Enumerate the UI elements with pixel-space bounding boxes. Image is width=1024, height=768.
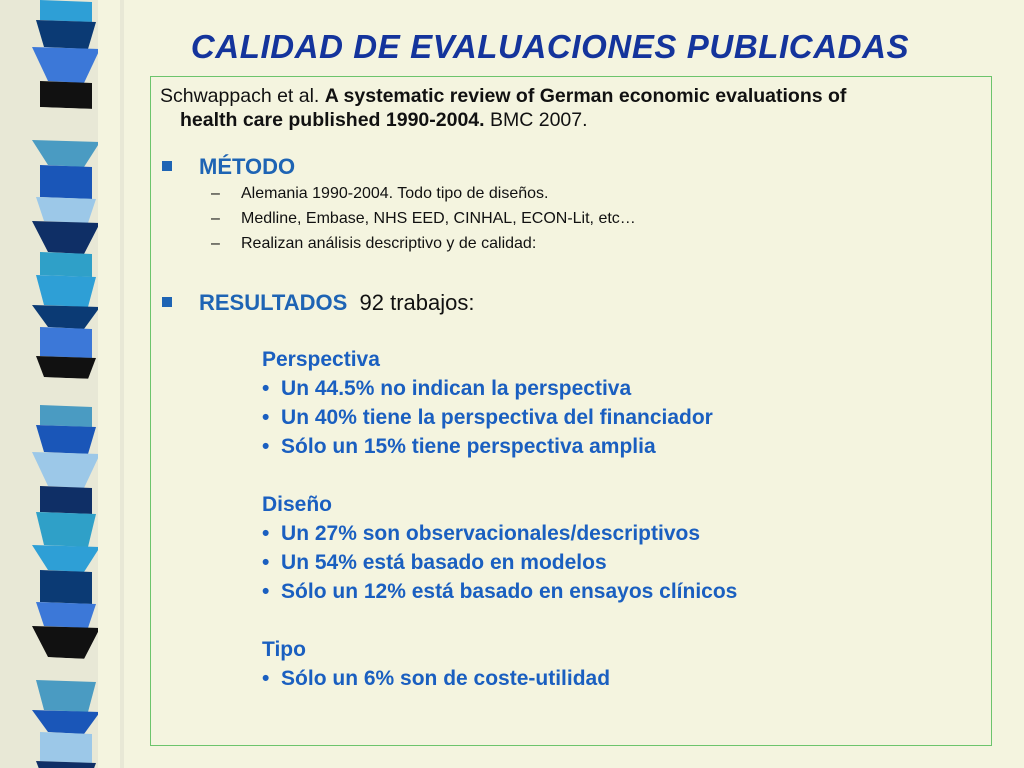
decorative-stripe <box>40 327 92 358</box>
metodo-item: – Alemania 1990-2004. Todo tipo de diseños. <box>211 185 549 202</box>
decorative-stripe <box>36 356 96 379</box>
resultados-count: 92 trabajos: <box>359 290 475 315</box>
decorative-stripe <box>36 275 96 307</box>
group-heading-perspectiva: Perspectiva <box>262 348 380 371</box>
decorative-stripe <box>40 252 92 277</box>
decorative-stripe <box>40 657 92 682</box>
decorative-stripe <box>32 377 100 407</box>
decorative-stripe <box>40 405 92 427</box>
decorative-stripe <box>36 107 96 142</box>
metodo-item: – Medline, Embase, NHS EED, CINHAL, ECON-Lit, etc… <box>211 210 636 227</box>
result-item-text: Sólo un 6% son de coste-utilidad <box>281 667 611 690</box>
citation-title-line1: A systematic review of German economic evaluations of <box>324 85 847 107</box>
decorative-stripe <box>32 626 100 659</box>
square-bullet-icon <box>162 297 172 307</box>
metodo-item-text: Realizan análisis descriptivo y de calidad: <box>241 235 537 252</box>
decorative-stripe-band <box>0 0 124 768</box>
decorative-edge <box>98 0 120 768</box>
citation-title-line2: health care published 1990-2004. <box>180 109 485 131</box>
decorative-stripe <box>32 305 100 329</box>
result-item-text: Un 40% tiene la perspectiva del financiador <box>281 406 713 429</box>
result-item: • Un 27% son observacionales/descriptivos <box>262 522 701 545</box>
decorative-stripe <box>32 221 100 254</box>
metodo-item-text: Alemania 1990-2004. Todo tipo de diseños. <box>241 185 549 202</box>
citation <box>160 84 846 132</box>
square-bullet-icon <box>162 161 172 171</box>
section-heading-metodo: MÉTODO <box>199 154 296 179</box>
result-item-text: Un 27% son observacionales/descriptivos <box>281 522 701 545</box>
section-heading-resultados <box>199 290 475 316</box>
resultados-label: RESULTADOS <box>199 290 348 315</box>
decorative-stripe <box>36 512 96 547</box>
group-heading-diseno: Diseño <box>262 493 333 516</box>
decorative-stripe <box>40 0 92 22</box>
metodo-item-text: Medline, Embase, NHS EED, CINHAL, ECON-Lit, etc… <box>241 210 636 227</box>
decorative-stripe <box>36 197 96 223</box>
result-item: • Sólo un 15% tiene perspectiva amplia <box>262 435 656 458</box>
decorative-stripe <box>40 732 92 763</box>
decorative-stripe <box>40 486 92 514</box>
decorative-stripes <box>0 0 124 768</box>
result-item: • Un 44.5% no indican la perspectiva <box>262 377 632 400</box>
decorative-stripe <box>40 81 92 109</box>
result-item-text: Sólo un 12% está basado en ensayos clínicos <box>281 580 738 603</box>
slide-title: CALIDAD DE EVALUACIONES PUBLICADAS <box>190 28 910 65</box>
citation-journal: BMC 2007. <box>489 109 588 131</box>
decorative-stripe <box>36 602 96 628</box>
decorative-stripe <box>32 710 100 734</box>
result-item-text: Sólo un 15% tiene perspectiva amplia <box>281 435 656 458</box>
result-item: • Un 40% tiene la perspectiva del financiador <box>262 406 713 429</box>
result-item: • Un 54% está basado en modelos <box>262 551 607 574</box>
decorative-stripe <box>40 570 92 604</box>
result-item-text: Un 54% está basado en modelos <box>281 551 607 574</box>
decorative-stripe <box>32 545 100 572</box>
result-item: • Sólo un 6% son de coste-utilidad <box>262 667 611 690</box>
decorative-stripe <box>40 165 92 199</box>
group-heading-tipo: Tipo <box>262 638 306 661</box>
result-item-text: Un 44.5% no indican la perspectiva <box>281 377 632 400</box>
metodo-item: – Realizan análisis descriptivo y de calidad: <box>211 235 537 252</box>
result-item: • Sólo un 12% está basado en ensayos clínicos <box>262 580 738 603</box>
citation-authors: Schwappach et al. <box>160 85 320 107</box>
decorative-stripe <box>36 425 96 454</box>
decorative-stripe <box>32 140 100 167</box>
decorative-stripe <box>36 680 96 712</box>
decorative-stripe <box>32 452 100 488</box>
